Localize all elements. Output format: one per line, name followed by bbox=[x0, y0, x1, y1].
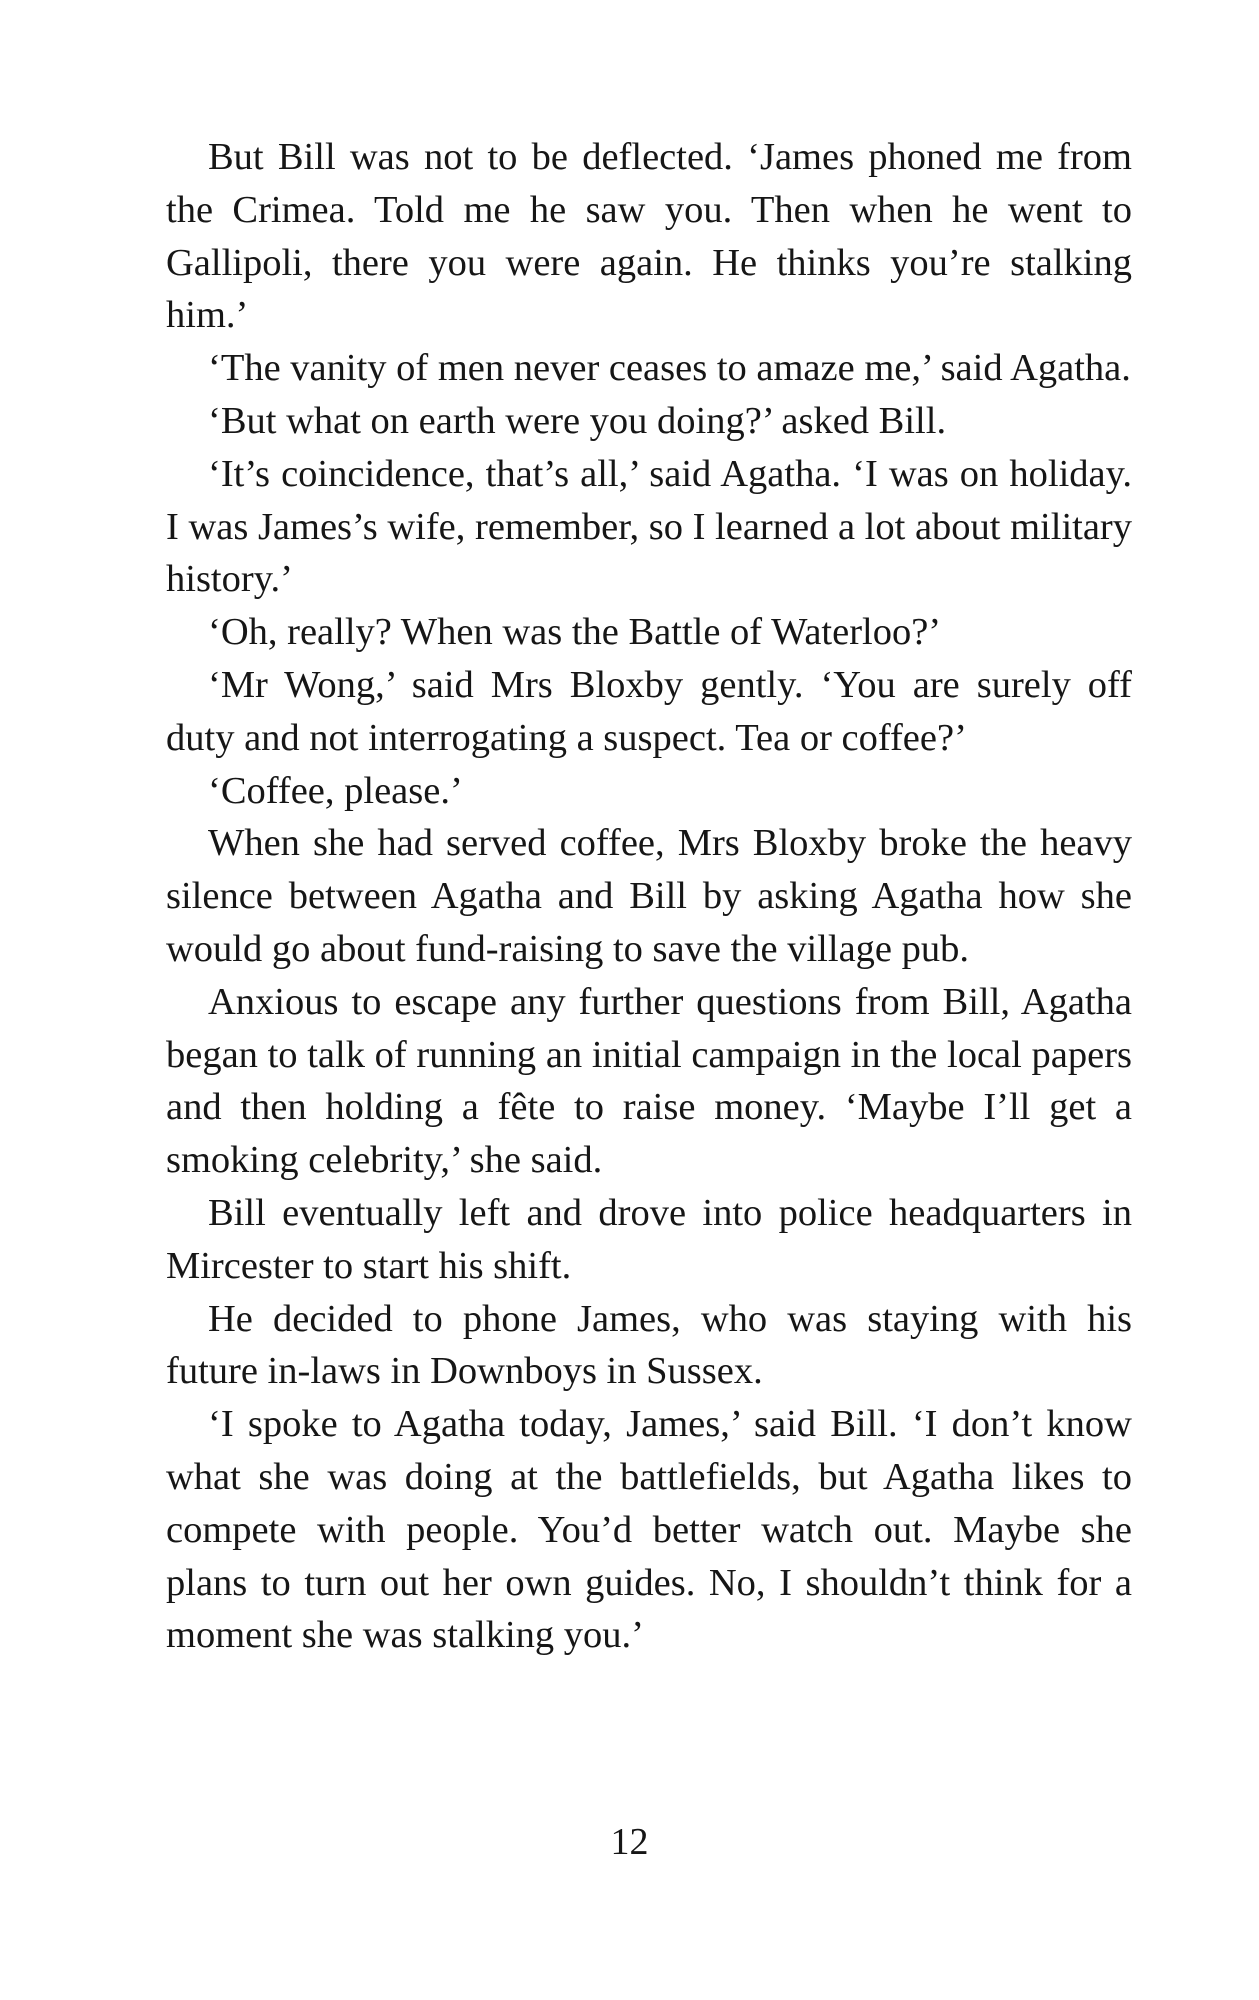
paragraph: ‘Coffee, please.’ bbox=[208, 769, 463, 812]
paragraph: ‘I spoke to Agatha today, James,’ said Bill. ‘I don’t know what she was doing at the battlefields, but Agatha likes to compete with people. You’d better watch out. Maybe she plans to turn out her own guides. No, I shouldn’t think for a moment she was stalking you.’ bbox=[166, 1403, 1132, 1657]
paragraph: ‘It’s coincidence, that’s all,’ said Agatha. ‘I was on holiday. I was James’s wife, remember, so I learned a lot about military history.’ bbox=[166, 452, 1132, 601]
paragraph: ‘Mr Wong,’ said Mrs Bloxby gently. ‘You are surely off duty and not interrogating a suspect. Tea or coffee?’ bbox=[166, 663, 1132, 759]
page-number: 12 bbox=[610, 1821, 649, 1863]
paragraph: Bill eventually left and drove into police headquarters in Mircester to start his shift. bbox=[166, 1191, 1132, 1287]
paragraph: Anxious to escape any further questions from Bill, Agatha began to talk of running an initial campaign in the local papers and then holding a fête to raise money. ‘Maybe I’ll get a smoking celebrity,’ she said. bbox=[166, 980, 1132, 1182]
paragraph: ‘But what on earth were you doing?’ asked Bill. bbox=[208, 399, 947, 442]
paragraph: He decided to phone James, who was staying with his future in-laws in Downboys in Sussex. bbox=[166, 1297, 1132, 1393]
paragraph: When she had served coffee, Mrs Bloxby broke the heavy silence between Agatha and Bill by asking Agatha how she would go about fund-raising to save the village pub. bbox=[166, 822, 1132, 970]
paragraph: ‘The vanity of men never ceases to amaze me,’ said Agatha. bbox=[208, 347, 1131, 390]
page-body bbox=[166, 131, 1132, 1662]
paragraph: ‘Oh, really? When was the Battle of Waterloo?’ bbox=[208, 611, 942, 654]
paragraph: But Bill was not to be deflected. ‘James phoned me from the Crimea. Told me he saw you. Then when he went to Gallipoli, there you were again. He thinks you’re stalking him.’ bbox=[166, 136, 1132, 337]
